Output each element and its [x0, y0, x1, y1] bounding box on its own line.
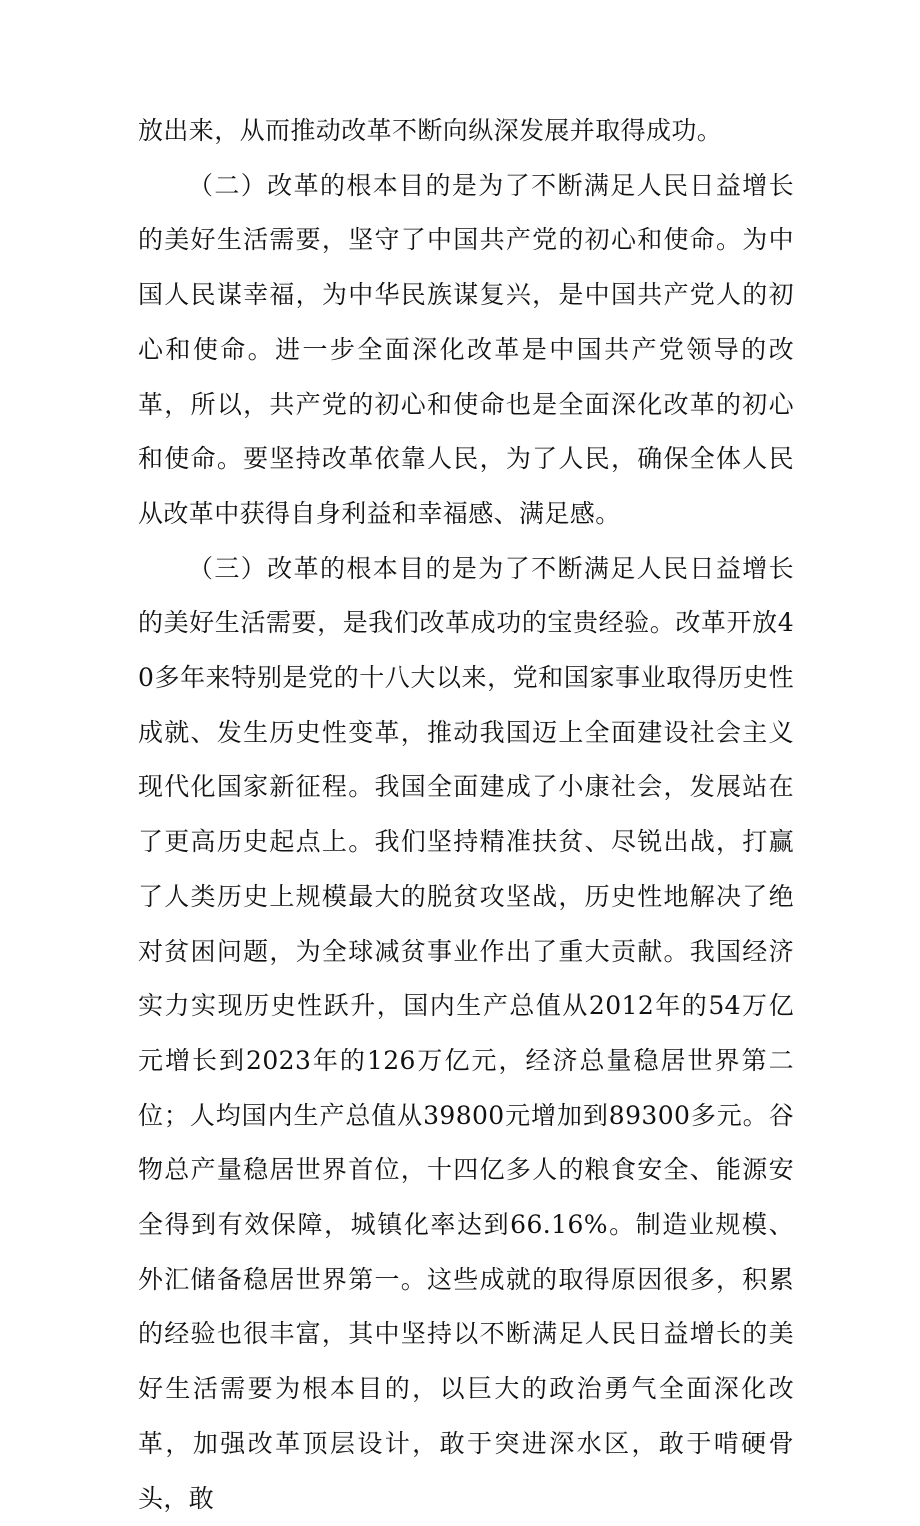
paragraph-section-three: （三）改革的根本目的是为了不断满足人民日益增长的美好生活需要，是我们改革成功的宝贵经验。改革开放40多年来特别是党的十八大以来，党和国家事业取得历史性成就、发生历史性变革，推动我国迈上全面建设社会主义现代化国家新征程。我国全面建成了小康社会，发展站在了更高历史起点上。我们坚持精准扶贫、尽锐出战，打赢了人类历史上规模最大的脱贫攻坚战，历史性地解决了绝对贫困问题，为全球减贫事业作出了重大贡献。我国经济实力实现历史性跃升，国内生产总值从2012年的54万亿元增长到2023年的126万亿元，经济总量稳居世界第二位；人均国内生产总值从39800元增加到89300多元。谷物总产量稳居世界首位，十四亿多人的粮食安全、能源安全得到有效保障，城镇化率达到66.16%。制造业规模、外汇储备稳居世界第一。这些成就的取得原因很多，积累的经验也很丰富，其中坚持以不断满足人民日益增长的美好生活需要为根本目的，以巨大的政治勇气全面深化改革，加强改革顶层设计，敢于突进深水区，敢于啃硬骨头，敢: [138, 553, 794, 1513]
paragraph-section-two: （二）改革的根本目的是为了不断满足人民日益增长的美好生活需要，坚守了中国共产党的初心和使命。为中国人民谋幸福，为中华民族谋复兴，是中国共产党人的初心和使命。进一步全面深化改革是中国共产党领导的改革，所以，共产党的初心和使命也是全面深化改革的初心和使命。要坚持改革依靠人民，为了人民，确保全体人民从改革中获得自身利益和幸福感、满足感。: [138, 170, 794, 528]
document-body: [138, 104, 794, 1526]
paragraph-continuation: 放出来，从而推动改革不断向纵深发展并取得成功。: [138, 116, 723, 145]
